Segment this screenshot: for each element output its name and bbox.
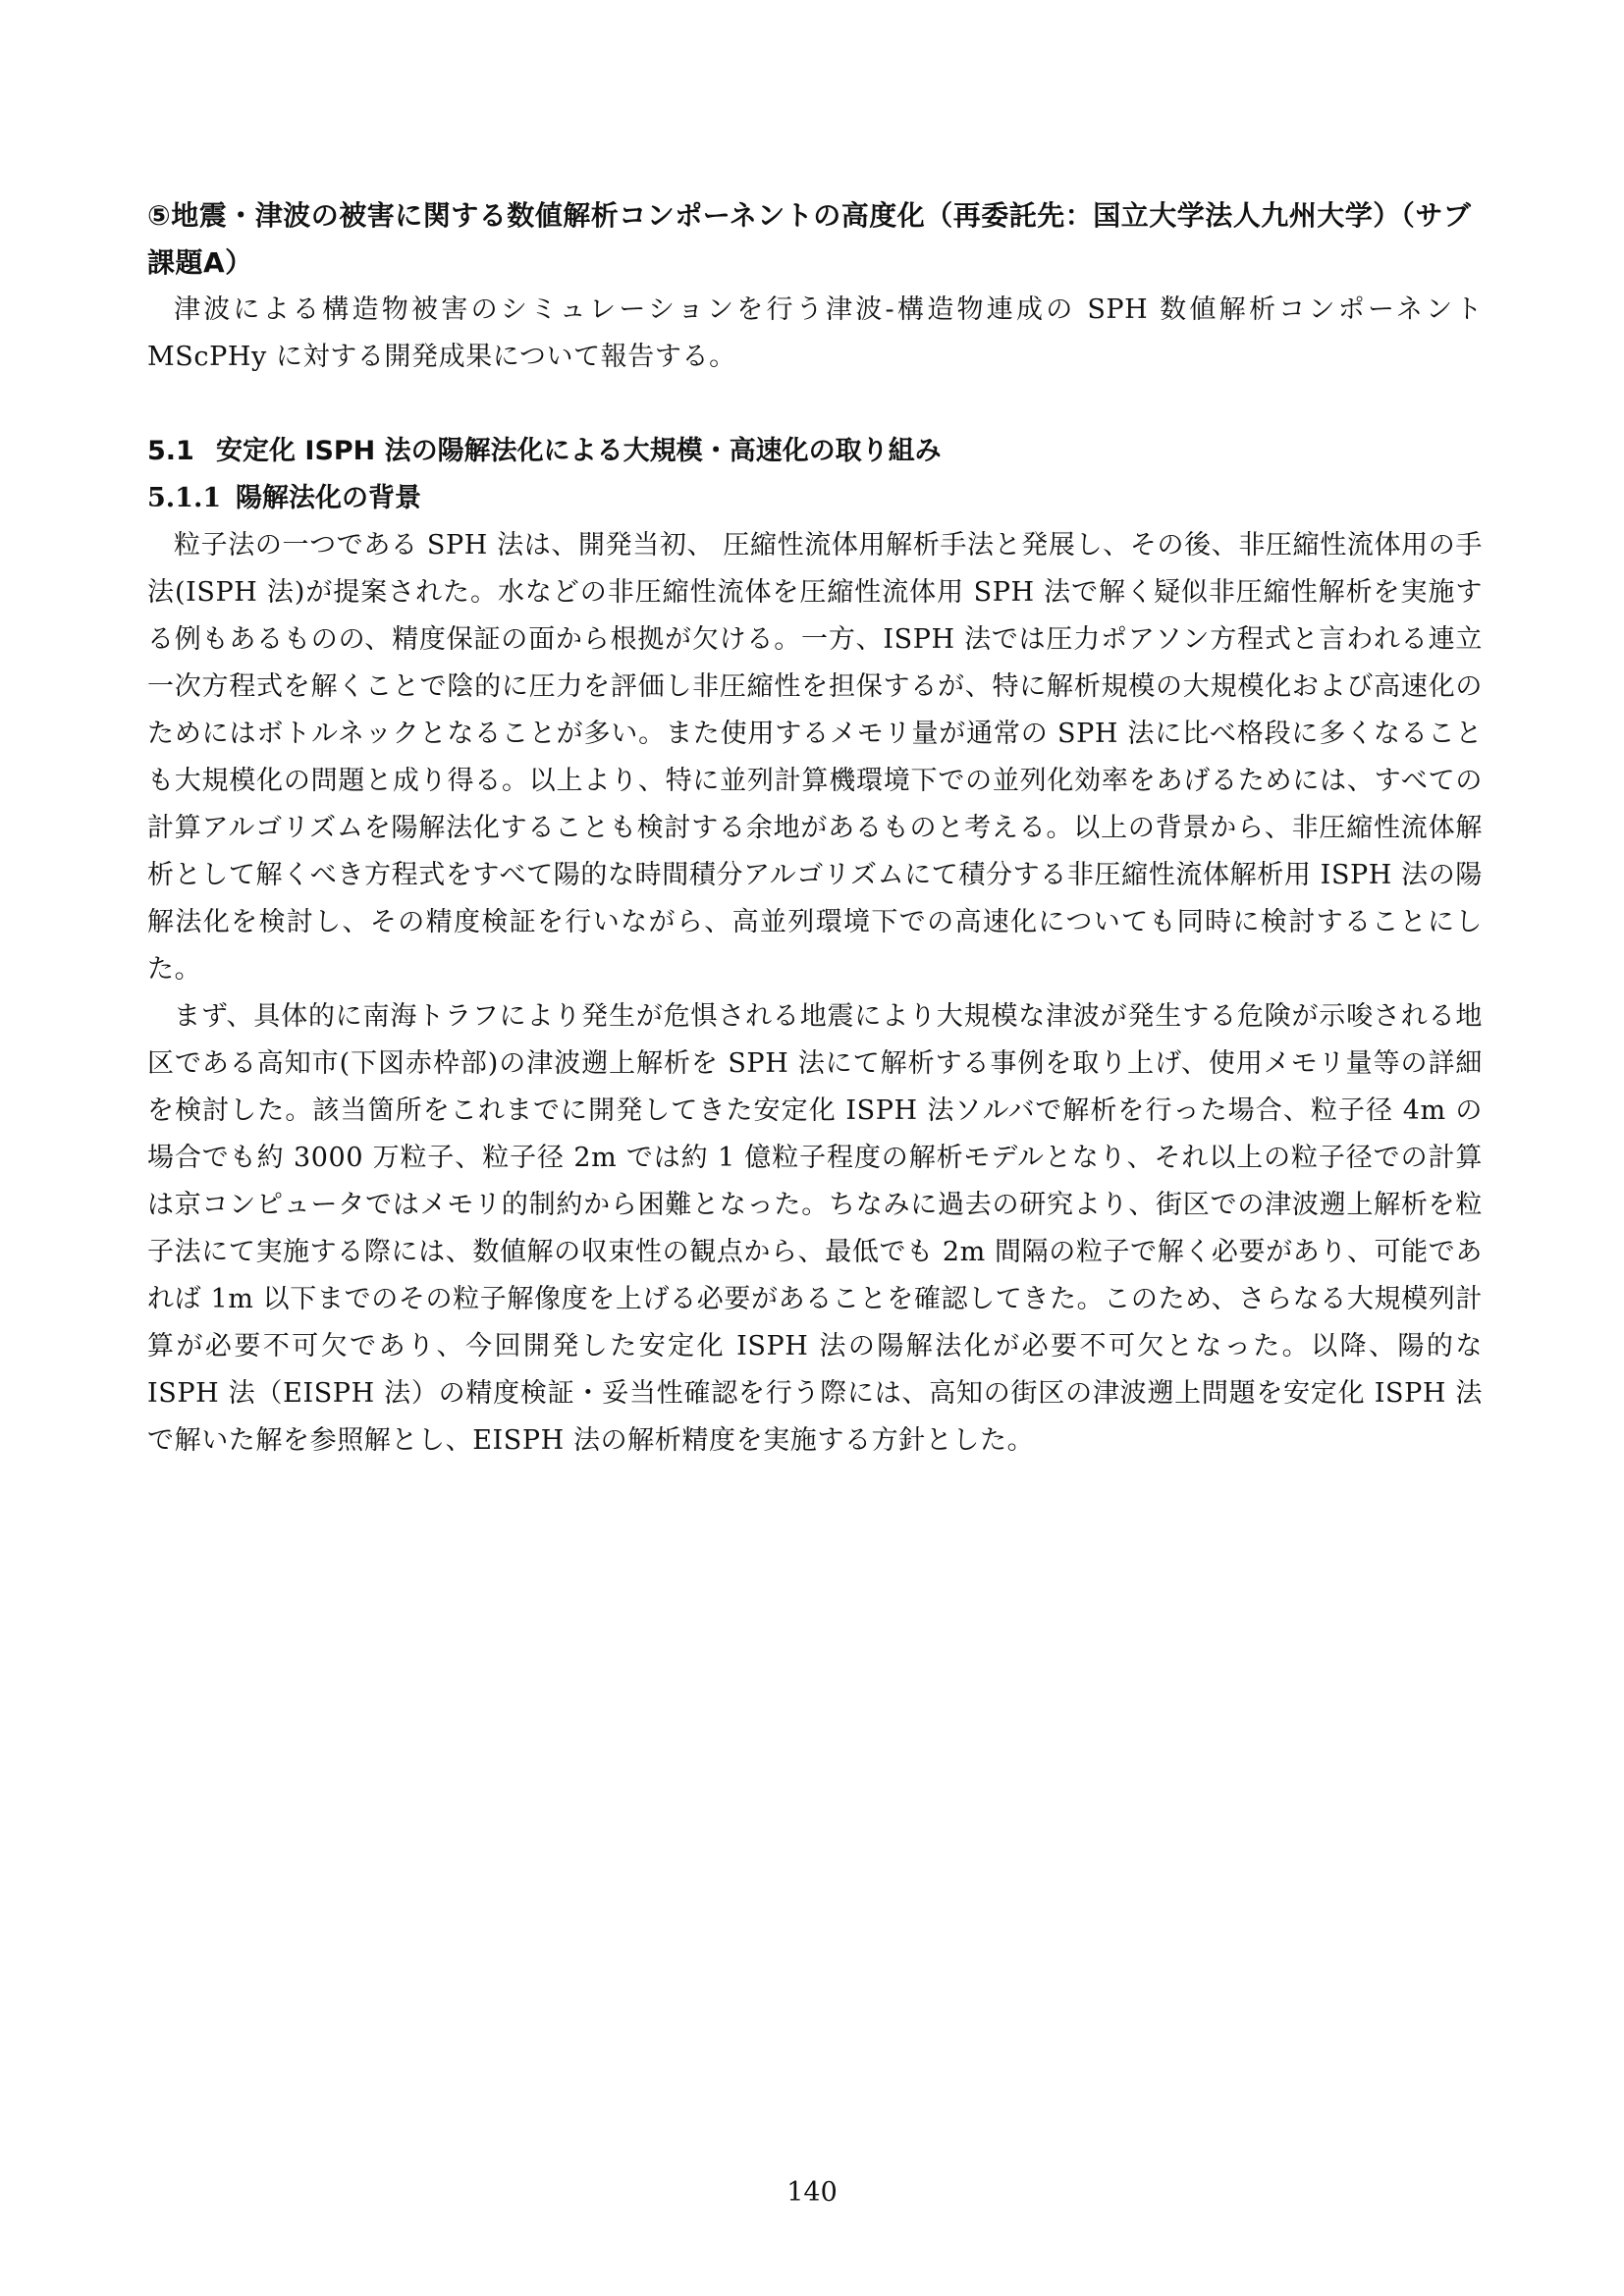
- report-heading: ⑤地震・津波の被害に関する数値解析コンポーネントの高度化（再委託先：国立大学法人九州大学）（サブ課題A）: [147, 199, 1472, 279]
- document-body: [147, 192, 1483, 1465]
- subsection-number: 5.1.1: [147, 483, 222, 513]
- body-paragraph-1: 粒子法の一つである SPH 法は、開発当初、 圧縮性流体用解析手法と発展し、その後、非圧縮性流体用の手法(ISPH 法)が提案された。水などの非圧縮性流体を圧縮性流体用 SPH 法で解く疑似非圧縮性解析を実施する例もあるものの、精度保証の面から根拠が欠ける。一方、ISPH 法では圧力ポアソン方程式と言われる連立一次方程式を解くことで陰的に圧力を評価し非圧縮性を担保するが、特に解析規模の大規模化および高速化のためにはボトルネックとなることが多い。また使用するメモリ量が通常の SPH 法に比べ格段に多くなることも大規模化の問題と成り得る。以上より、特に並列計算機環境下での並列化効率をあげるためには、すべての計算アルゴリズムを陽解法化することも検討する余地があるものと考える。以上の背景から、非圧縮性流体解析として解くべき方程式をすべて陽的な時間積分アルゴリズムにて積分する非圧縮性流体解析用 ISPH 法の陽解法化を検討し、その精度検証を行いながら、高並列環境下での高速化についても同時に検討することにした。: [147, 530, 1483, 985]
- section-heading: [147, 428, 1483, 475]
- body-paragraph-2: まず、具体的に南海トラフにより発生が危惧される地震により大規模な津波が発生する危険が示唆される地区である高知市(下図赤枠部)の津波遡上解析を SPH 法にて解析する事例を取り上げ、使用メモリ量等の詳細を検討した。該当箇所をこれまでに開発してきた安定化 ISPH 法ソルバで解析を行った場合、粒子径 4m の場合でも約 3000 万粒子、粒子径 2m では約 1 億粒子程度の解析モデルとなり、それ以上の粒子径での計算は京コンピュータではメモリ的制約から困難となった。ちなみに過去の研究より、街区での津波遡上解析を粒子法にて実施する際には、数値解の収束性の観点から、最低でも 2m 間隔の粒子で解く必要があり、可能であれば 1m 以下までのその粒子解像度を上げる必要があることを確認してきた。このため、さらなる大規模列計算が必要不可欠であり、今回開発した安定化 ISPH 法の陽解法化が必要不可欠となった。以降、陽的な ISPH 法（EISPH 法）の精度検証・妥当性確認を行う際には、高知の街区の津波遡上問題を安定化 ISPH 法で解いた解を参照解とし、EISPH 法の解析精度を実施する方針とした。: [147, 1001, 1483, 1456]
- section-number: 5.1: [147, 436, 194, 466]
- page-number: 140: [786, 2177, 838, 2208]
- subsection-heading: [147, 475, 1483, 522]
- subsection-title: 陽解法化の背景: [236, 483, 421, 513]
- intro-paragraph: 津波による構造物被害のシミュレーションを行う津波-構造物連成の SPH 数値解析コンポーネント MScPHy に対する開発成果について報告する。: [147, 294, 1483, 372]
- section-title: 安定化 ISPH 法の陽解法化による大規模・高速化の取り組み: [216, 436, 942, 466]
